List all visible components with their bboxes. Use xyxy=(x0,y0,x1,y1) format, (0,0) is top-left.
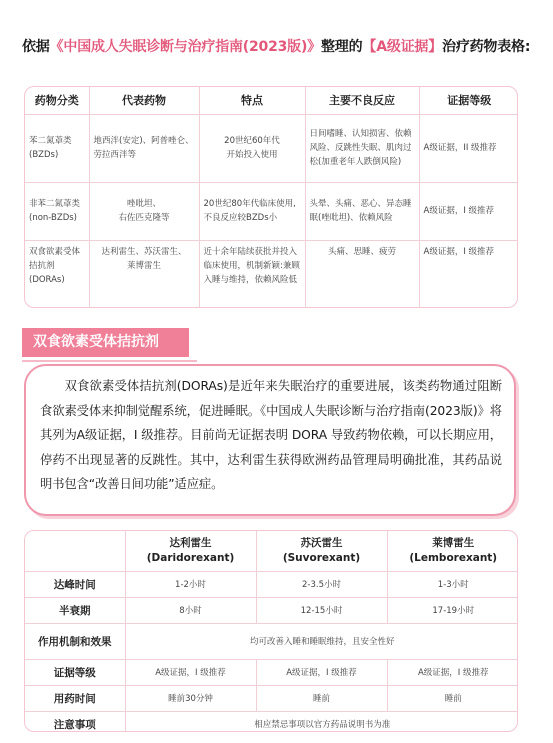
section-title-tag: 双食欲素受体拮抗剂 xyxy=(22,328,189,357)
table-row xyxy=(25,659,518,685)
evidence-level: A级证据，II 级推荐 xyxy=(419,114,518,182)
drug-header xyxy=(256,531,387,571)
table-cell: 睡前 xyxy=(256,685,387,711)
drug-header xyxy=(387,531,518,571)
drug-latin-name: (Lemborexant) xyxy=(409,551,498,564)
drug-category: 双食欲素受体拮抗剂(DORAs) xyxy=(25,240,89,308)
table-row xyxy=(25,114,518,182)
table-cell: 1-3小时 xyxy=(387,571,518,597)
table-row xyxy=(25,182,518,240)
row-label: 证据等级 xyxy=(25,659,125,685)
drug-latin-name: (Suvorexant) xyxy=(282,551,361,564)
representative-drugs: 唑吡坦、 右佐匹克隆等 xyxy=(89,182,199,240)
dora-comparison-table-card xyxy=(24,530,518,732)
column-header: 特点 xyxy=(199,87,305,114)
description-box xyxy=(24,364,516,516)
heading-suffix: 治疗药物表格: xyxy=(442,39,531,55)
merged-cell: 均可改善入睡和睡眠维持，且安全性好 xyxy=(125,623,518,659)
drug-features: 20世纪60年代 开始投入使用 xyxy=(199,114,305,182)
row-label: 作用机制和效果 xyxy=(25,623,125,659)
evidence-level: A级证据，I 级推荐 xyxy=(419,240,518,308)
row-label: 注意事项 xyxy=(25,711,125,732)
drug-class-table-card xyxy=(24,86,518,308)
table-cell: 1-2小时 xyxy=(125,571,256,597)
drug-category: 非苯二氮䓬类 (non-BZDs) xyxy=(25,182,89,240)
row-label: 用药时间 xyxy=(25,685,125,711)
corner-cell xyxy=(25,531,125,571)
representative-drugs: 地西泮(安定)、阿普唑仑、 劳拉西泮等 xyxy=(89,114,199,182)
table-cell: A级证据，I 级推荐 xyxy=(125,659,256,685)
row-label: 达峰时间 xyxy=(25,571,125,597)
table-cell: 17-19小时 xyxy=(387,597,518,623)
column-header: 药物分类 xyxy=(25,87,89,114)
drug-name: 苏沃雷生 xyxy=(300,536,343,549)
table-cell: 睡前30分钟 xyxy=(125,685,256,711)
drug-name: 莱博雷生 xyxy=(432,536,475,549)
description-text: 双食欲素受体拮抗剂(DORAs)是近年来失眠治疗的重要进展，该类药物通过阻断食欲素受体来抑制觉醒系统，促进睡眠。《中国成人失眠诊断与治疗指南(2023版)》将其列为A级证据，I 级推荐。目前尚无证据表明 DORA 导致药物依赖，可以长期应用，停药不出现显著的反跳性。其中，达利雷生获得欧洲药品管理局明确批准，其药品说明书包含“改善日间功能”适应症。 xyxy=(40,379,502,491)
heading-evidence-grade: 【A级证据】 xyxy=(362,39,443,55)
row-label: 半衰期 xyxy=(25,597,125,623)
table-row xyxy=(25,597,518,623)
drug-features: 近十余年陆续获批并投入临床使用，机制新颖:兼顾入睡与维持，依赖风险低 xyxy=(199,240,305,308)
evidence-level: A级证据，I 级推荐 xyxy=(419,182,518,240)
column-header: 证据等级 xyxy=(419,87,518,114)
drug-features: 20世纪80年代临床使用, 不良反应较BZDs小 xyxy=(199,182,305,240)
page-heading xyxy=(22,36,542,56)
drug-header xyxy=(125,531,256,571)
drug-class-table xyxy=(25,87,518,308)
drug-name: 达利雷生 xyxy=(169,536,212,549)
adverse-reactions: 日间嗜睡、认知损害、依赖风险、反跳性失眠、肌肉过松(加重老年人跌倒风险) xyxy=(305,114,419,182)
drug-category: 苯二氮䓬类 (BZDs) xyxy=(25,114,89,182)
column-header: 主要不良反应 xyxy=(305,87,419,114)
table-header-row xyxy=(25,87,518,114)
table-row xyxy=(25,685,518,711)
adverse-reactions: 头晕、头痛、恶心、异态睡眠(唑吡坦)、依赖风险 xyxy=(305,182,419,240)
table-row xyxy=(25,711,518,732)
heading-prefix: 依据 xyxy=(22,39,50,55)
heading-guide-title: 《中国成人失眠诊断与治疗指南(2023版)》 xyxy=(49,39,321,55)
table-cell: 8小时 xyxy=(125,597,256,623)
adverse-reactions: 头痛、思睡、疲劳 xyxy=(305,240,419,308)
column-header: 代表药物 xyxy=(89,87,199,114)
table-cell: 2-3.5小时 xyxy=(256,571,387,597)
dora-comparison-table xyxy=(25,531,518,732)
representative-drugs: 达利雷生、苏沃雷生、 莱博雷生 xyxy=(89,240,199,308)
table-row xyxy=(25,571,518,597)
table-cell: A级证据，I 级推荐 xyxy=(256,659,387,685)
table-cell: 12-15小时 xyxy=(256,597,387,623)
table-cell: A级证据，I 级推荐 xyxy=(387,659,518,685)
merged-cell: 相应禁忌事项以官方药品说明书为准 xyxy=(125,711,518,732)
heading-mid: 整理的 xyxy=(320,39,363,55)
table-header-row xyxy=(25,531,518,571)
table-row xyxy=(25,240,518,308)
drug-latin-name: (Daridorexant) xyxy=(146,551,235,564)
table-cell: 睡前 xyxy=(387,685,518,711)
table-row xyxy=(25,623,518,659)
